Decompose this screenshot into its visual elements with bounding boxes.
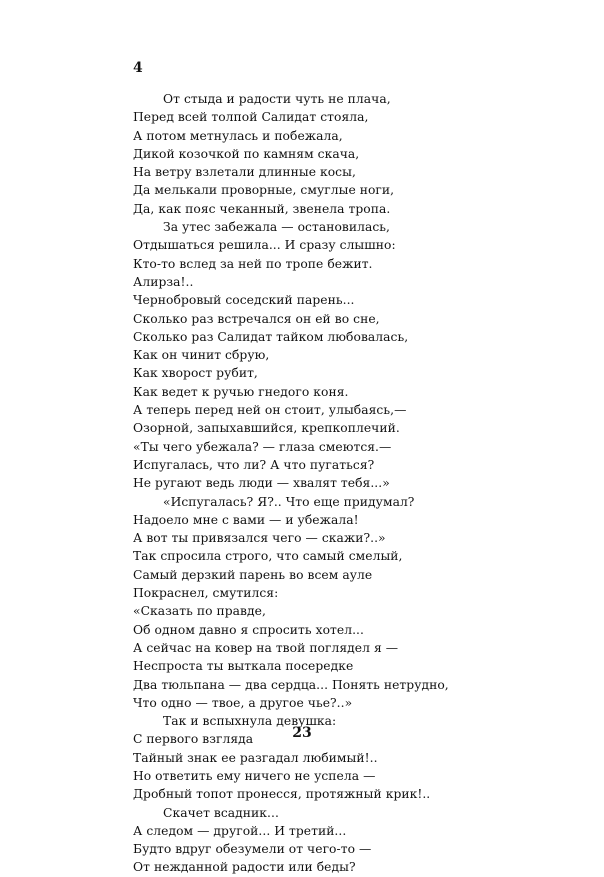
section-number: 4 [133, 60, 143, 76]
poem-line: Самый дерзкий парень во всем ауле [133, 567, 373, 582]
poem-line: А вот ты привязался чего — скажи?..» [133, 531, 386, 546]
poem-line: А сейчас на ковер на твой поглядел я — [133, 640, 399, 655]
poem-line: Да мелькали проворные, смуглые ноги, [133, 183, 395, 198]
poem-line: Скачет всадник... [163, 805, 279, 820]
poem-line: Покраснел, смутился: [133, 586, 279, 601]
poem-line: Да, как пояс чеканный, звенела тропа. [133, 201, 391, 216]
poem-line: Чернобровый соседский парень... [133, 293, 355, 308]
poem-line: Перед всей толпой Салидат стояла, [133, 110, 369, 125]
poem-line: Тайный знак ее разгадал любимый!.. [133, 750, 378, 765]
poem-line: «Ты чего убежала? — глаза смеются.— [133, 439, 392, 454]
poem-line: Два тюльпана — два сердца... Понять нетрудно, [133, 677, 449, 692]
poem-line: Алирза!.. [133, 274, 194, 289]
poem-line: Кто-то вслед за ней по тропе бежит. [133, 256, 373, 271]
poem-line: «Испугалась? Я?.. Что еще придумал? [163, 494, 415, 509]
poem-line: Испугалась, что ли? А что пугаться? [133, 457, 375, 472]
poem-line: Так и вспыхнула девушка: [163, 714, 337, 729]
poem-line: Как он чинит сбрую, [133, 348, 270, 363]
poem-line: Отдышаться решила... И сразу слышно: [133, 238, 396, 253]
poem-line: Сколько раз Салидат тайком любовалась, [133, 329, 409, 344]
poem-line: На ветру взлетали длинные косы, [133, 165, 356, 180]
poem-line: Дробный топот пронесся, протяжный крик!.. [133, 787, 431, 802]
poem-line: Озорной, запыхавшийся, крепкоплечий. [133, 421, 400, 436]
poem-line: С первого взгляда [133, 732, 254, 747]
poem-line: Надоело мне с вами — и убежала! [133, 512, 359, 527]
poem-line: От стыда и радости чуть не плача, [163, 92, 391, 106]
poem-line: Не ругают ведь люди — хвалят тебя...» [133, 476, 390, 491]
poem-line: От нежданной радости или беды? [133, 860, 356, 875]
poem-line: За утес забежала — остановилась, [163, 220, 391, 235]
poem-line: Будто вдруг обезумели от чего-то — [133, 842, 372, 857]
poem-line: «Сказать по правде, [133, 604, 266, 619]
poem-line: Но ответить ему ничего не успела — [133, 768, 376, 783]
poem-line: Как ведет к ручью гнедого коня. [133, 384, 349, 399]
poem-line: А следом — другой... И третий... [133, 823, 347, 838]
poem-line: Что одно — твое, а другое чье?..» [133, 695, 353, 710]
poem-line: Дикой козочкой по камням скача, [133, 146, 360, 161]
poem-line: Так спросила строго, что самый смелый, [133, 549, 403, 564]
poem-line: Об одном давно я спросить хотел... [133, 622, 364, 637]
poem-line: А потом метнулась и побежала, [133, 128, 343, 143]
poem-text [133, 90, 593, 877]
poem-line: Сколько раз встречался он ей во сне, [133, 311, 380, 326]
page-number: 23 [292, 725, 312, 741]
poem-line: А теперь перед ней он стоит, улыбаясь,— [133, 403, 407, 418]
poem-line: Как хворост рубит, [133, 366, 258, 381]
poem-line: Неспроста ты выткала посередке [133, 659, 354, 674]
